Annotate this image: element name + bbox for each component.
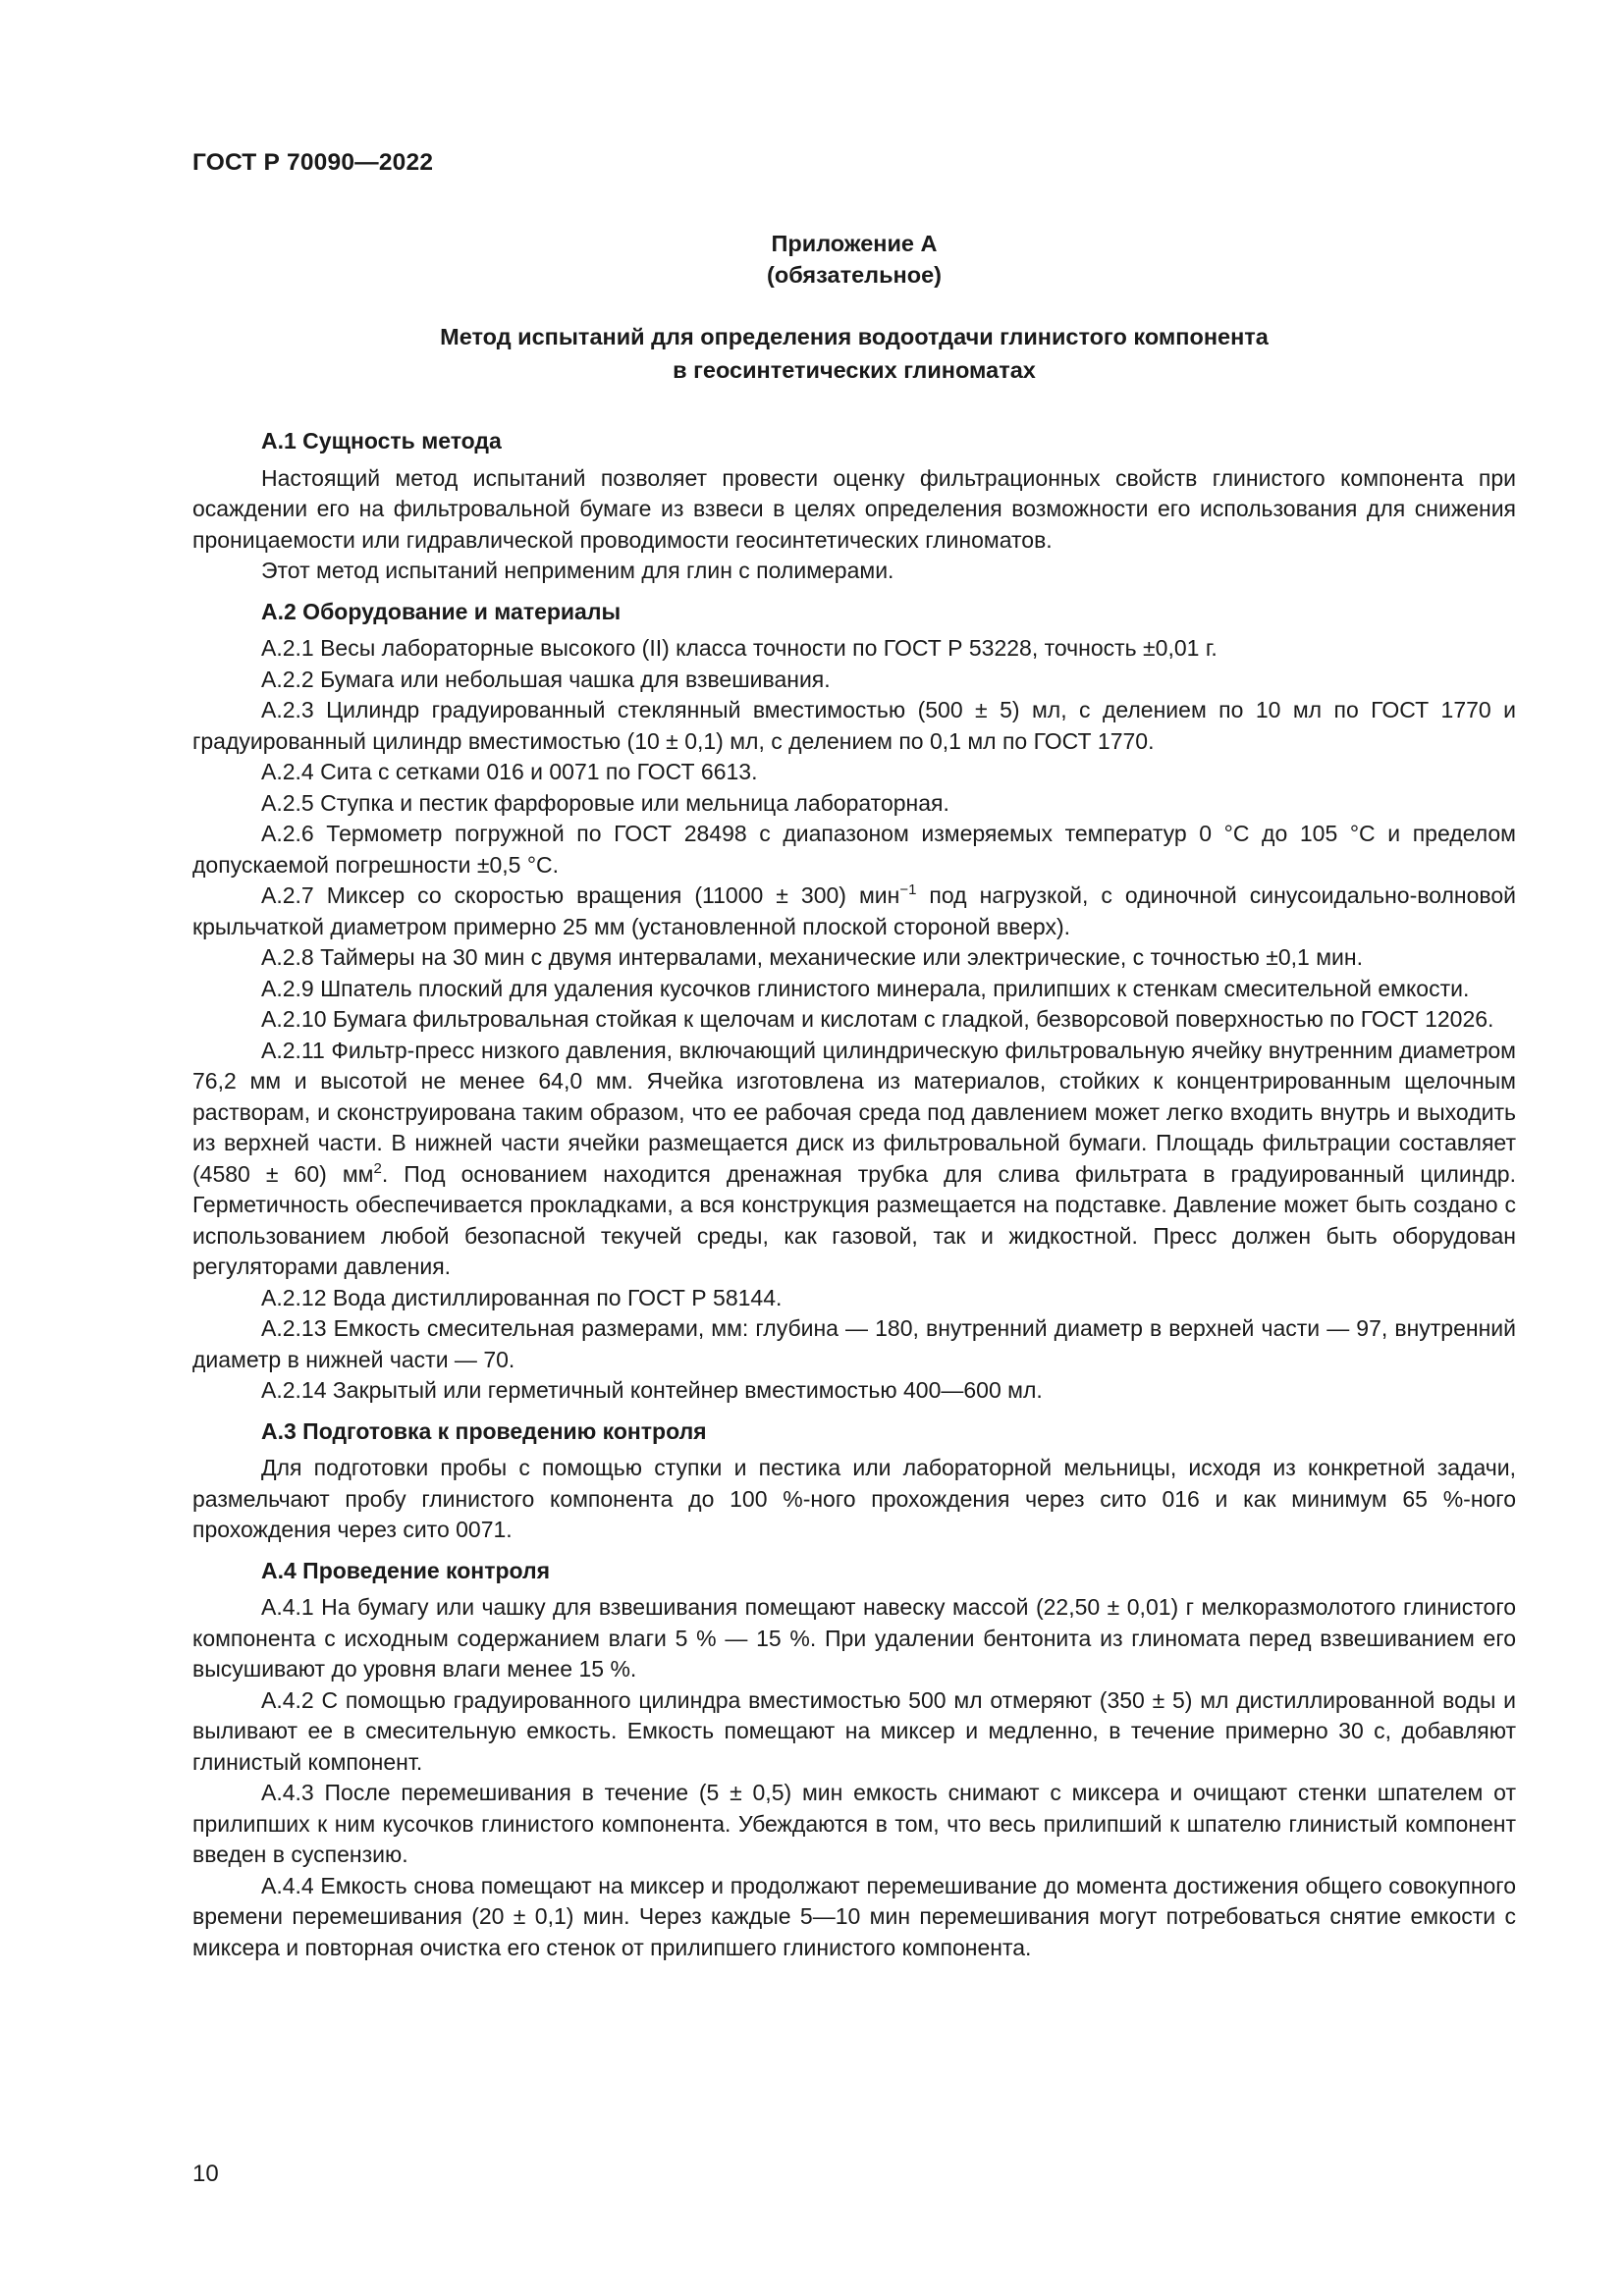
standard-designation: ГОСТ Р 70090—2022 — [192, 149, 434, 176]
paragraph-a2-5: А.2.5 Ступка и пестик фарфоровые или мельница лабораторная. — [261, 789, 949, 816]
document-body — [192, 426, 1516, 1963]
section-heading-a1: А.1 Сущность метода — [261, 428, 502, 454]
annex-title-line-1: Метод испытаний для определения водоотдачи глинистого компонента — [440, 324, 1269, 349]
superscript-two: 2 — [373, 1159, 382, 1177]
paragraph-a2-13: А.2.13 Емкость смесительная размерами, мм: глубина — 180, внутренний диаметр в верхней части — 97, внутренний диаметр в нижней части — 70. — [192, 1315, 1516, 1372]
paragraph-a2-9: А.2.9 Шпатель плоский для удаления кусочков глинистого минерала, прилипших к стенкам смесительной емкости. — [261, 975, 1470, 1001]
paragraph-a2-1: А.2.1 Весы лабораторные высокого (II) класса точности по ГОСТ Р 53228, точность ±0,01 г. — [261, 635, 1218, 661]
paragraph-a2-11-text-end: . Под основанием находится дренажная трубка для слива фильтрата в градуированный цилиндр. Герметичность обеспечивается прокладками, а вся конструкция размещается на подставке. Давление может быть создано с использованием любой безопасной текучей среды, как газовой, так и жидкостной. Пресс должен быть оборудован регуляторами давления. — [192, 1160, 1516, 1279]
paragraph-a2-14: А.2.14 Закрытый или герметичный контейнер вместимостью 400—600 мл. — [261, 1377, 1043, 1403]
annex-title-line-2: в геосинтетических глиноматах — [673, 357, 1036, 383]
paragraph-a2-2: А.2.2 Бумага или небольшая чашка для взвешивания. — [261, 666, 831, 692]
paragraph-a2-7 — [192, 881, 1516, 942]
page-number: 10 — [192, 2161, 219, 2187]
paragraph-a4-3: А.4.3 После перемешивания в течение (5 ± 0,5) мин емкость снимают с миксера и очищают стенки шпателем от прилипших к ним кусочков глинистого компонента. Убеждаются в том, что весь прилипший к шпателю глинистый компонент введен в суспензию. — [192, 1780, 1516, 1867]
paragraph-a2-10: А.2.10 Бумага фильтровальная стойкая к щелочам и кислотам с гладкой, безворсовой поверхностью по ГОСТ 12026. — [261, 1006, 1494, 1032]
section-heading-a2: А.2 Оборудование и материалы — [261, 598, 622, 624]
annex-title — [192, 320, 1516, 387]
superscript-minus-one: −1 — [899, 881, 917, 898]
paragraph-a4-4: А.4.4 Емкость снова помещают на миксер и продолжают перемешивание до момента достижения общего совокупного времени перемешивания (20 ± 0,1) мин. Через каждые 5—10 мин перемешивания могут потребоваться снятие емкости с миксера и повторная очистка его стенок от прилипшего глинистого компонента. — [192, 1872, 1516, 1960]
paragraph-a2-11-text-start: А.2.11 Фильтр-пресс низкого давления, включающий цилиндрическую фильтровальную ячейку внутренним диаметром 76,2 мм и высотой не менее 64,0 мм. Ячейка изготовлена из материалов, стойких к концентрированным щелочным растворам, и сконструирована таким образом, что ее рабочая среда под давлением может легко входить внутрь и выходить из верхней части. В нижней части ячейки размещается диск из фильтровальной бумаги. Площадь фильтрации составляет (4580 ± 60) мм — [192, 1037, 1516, 1187]
paragraph-a2-12: А.2.12 Вода дистиллированная по ГОСТ Р 58144. — [261, 1284, 783, 1310]
paragraph-a2-4: А.2.4 Сита с сетками 016 и 0071 по ГОСТ 6613. — [261, 759, 758, 784]
paragraph-a2-3: А.2.3 Цилиндр градуированный стеклянный вместимостью (500 ± 5) мл, с делением по 10 мл по ГОСТ 1770 и градуированный цилиндр вместимостью (10 ± 0,1) мл, с делением по 0,1 мл по ГОСТ 1770. — [192, 697, 1516, 754]
paragraph-a1-2: Этот метод испытаний неприменим для глин с полимерами. — [261, 558, 894, 583]
paragraph-a2-7-text-end: под нагрузкой, с одиночной синусоидально-волновой крыльчаткой диаметром примерно 25 мм (установленной плоской стороной вверх). — [192, 882, 1516, 939]
paragraph-a4-2: А.4.2 С помощью градуированного цилиндра вместимостью 500 мл отмеряют (350 ± 5) мл дистиллированной воды и выливают ее в смесительную емкость. Емкость помещают на миксер и медленно, в течение примерно 30 с, добавляют глинистый компонент. — [192, 1686, 1516, 1775]
annex-heading — [192, 228, 1516, 291]
paragraph-a4-1: А.4.1 На бумагу или чашку для взвешивания помещают навеску массой (22,50 ± 0,01) г мелкоразмолотого глинистого компонента с исходным содержанием влаги 5 % — 15 %. При удалении бентонита из глиномата перед взвешиванием его высушивают до уровня влаги менее 15 %. — [192, 1594, 1516, 1682]
section-heading-a3: А.3 Подготовка к проведению контроля — [261, 1417, 707, 1444]
annex-label: Приложение А — [771, 231, 938, 256]
paragraph-a3-1: Для подготовки пробы с помощью ступки и пестика или лабораторной мельницы, исходя из конкретной задачи, размельчают пробу глинистого компонента до 100 %-ного прохождения через сито 016 и как минимум 65 %-ного прохождения через сито 0071. — [192, 1455, 1516, 1542]
paragraph-a2-11 — [192, 1036, 1516, 1283]
paragraph-a2-8: А.2.8 Таймеры на 30 мин с двумя интервалами, механические или электрические, с точностью ±0,1 мин. — [261, 944, 1363, 970]
paragraph-a1-1: Настоящий метод испытаний позволяет провести оценку фильтрационных свойств глинистого компонента при осаждении его на фильтровальной бумаге из взвеси в целях определения возможности его использования для снижения проницаемости или гидравлической проводимости геосинтетических глиноматов. — [192, 464, 1516, 553]
paragraph-a2-6: А.2.6 Термометр погружной по ГОСТ 28498 с диапазоном измеряемых температур 0 °С до 105 °С и пределом допускаемой погрешности ±0,5 °С. — [192, 821, 1516, 878]
paragraph-a2-7-text-start: А.2.7 Миксер со скоростью вращения (11000 ± 300) мин — [261, 882, 900, 908]
section-heading-a4: А.4 Проведение контроля — [261, 1557, 551, 1583]
annex-status: (обязательное) — [767, 262, 942, 288]
